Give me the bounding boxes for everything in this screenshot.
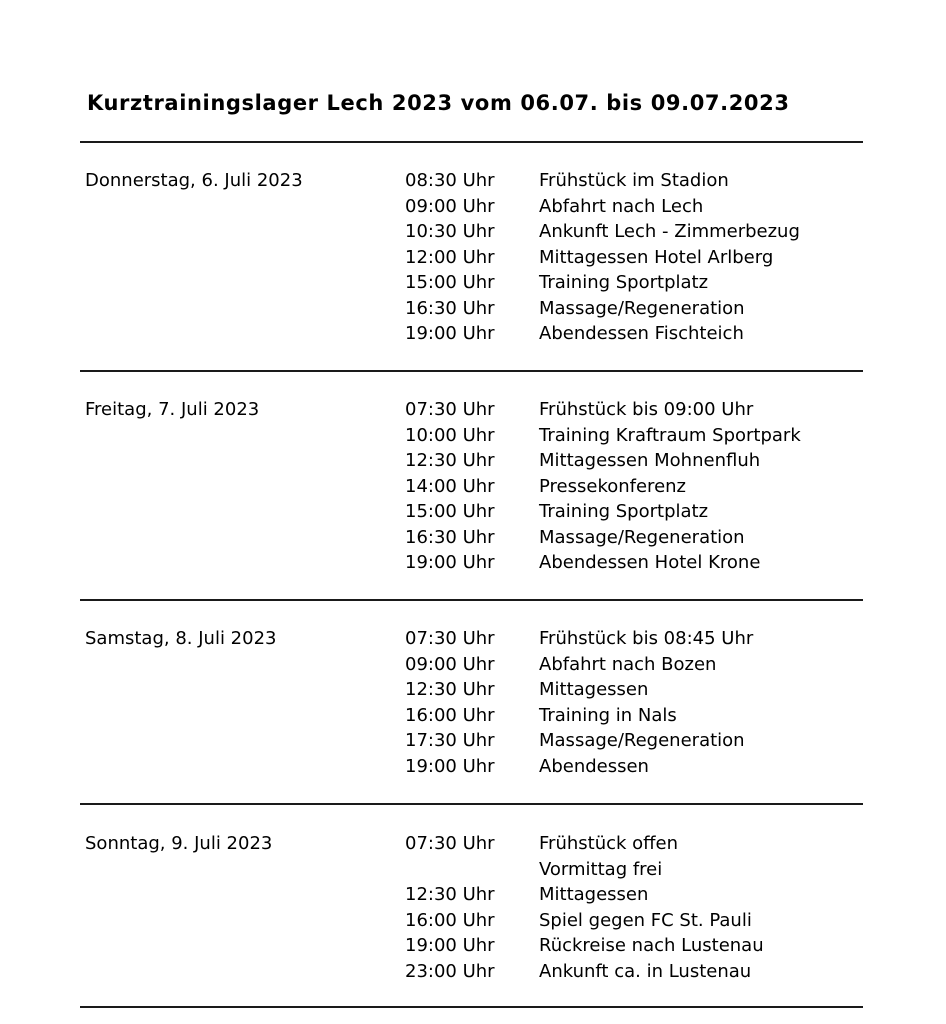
divider-line	[80, 1006, 863, 1008]
event-time: 16:00 Uhr	[405, 909, 495, 931]
event-time: 12:30 Uhr	[405, 450, 495, 471]
event-description: Abendessen Fischteich	[539, 323, 744, 344]
day-label: Freitag, 7. Juli 2023	[85, 399, 260, 420]
event-description: Abendessen Hotel Krone	[539, 552, 761, 573]
event-description: Frühstück offen	[539, 833, 679, 854]
event-description: Mittagessen	[539, 679, 649, 700]
event-description: Ankunft ca. in Lustenau	[539, 960, 752, 982]
event-list	[0, 397, 946, 576]
day-label: Donnerstag, 6. Juli 2023	[85, 170, 303, 191]
event-row	[0, 168, 946, 194]
event-row	[0, 626, 946, 652]
event-time: 19:00 Uhr	[405, 935, 495, 956]
day-label: Sonntag, 9. Juli 2023	[85, 833, 273, 854]
divider-line	[80, 599, 863, 601]
event-description: Training Sportplatz	[539, 272, 709, 293]
event-row	[0, 728, 946, 754]
event-row	[0, 219, 946, 245]
event-time: 12:30 Uhr	[405, 884, 495, 905]
event-description: Frühstück bis 09:00 Uhr	[539, 399, 754, 420]
event-row	[0, 677, 946, 703]
event-row	[0, 857, 946, 883]
event-row	[0, 525, 946, 551]
event-description: Massage/Regeneration	[539, 297, 745, 319]
event-description: Abendessen	[539, 755, 649, 777]
event-time: 15:00 Uhr	[405, 501, 495, 522]
event-row	[0, 831, 946, 857]
event-row	[0, 703, 946, 729]
event-time: 16:30 Uhr	[405, 526, 495, 548]
event-description: Spiel gegen FC St. Pauli	[539, 909, 752, 931]
event-row	[0, 321, 946, 347]
event-time: 15:00 Uhr	[405, 272, 495, 293]
event-time: 09:00 Uhr	[405, 653, 495, 675]
event-time: 23:00 Uhr	[405, 960, 495, 982]
event-description: Abfahrt nach Bozen	[539, 653, 717, 675]
event-row	[0, 270, 946, 296]
event-time: 07:30 Uhr	[405, 833, 495, 854]
event-description: Vormittag frei	[539, 858, 663, 880]
event-time: 16:00 Uhr	[405, 704, 495, 726]
event-row	[0, 194, 946, 220]
event-time: 07:30 Uhr	[405, 628, 495, 649]
event-description: Mittagessen Hotel Arlberg	[539, 246, 774, 268]
event-time: 14:00 Uhr	[405, 475, 495, 497]
event-time: 09:00 Uhr	[405, 195, 495, 217]
event-row	[0, 245, 946, 271]
event-description: Massage/Regeneration	[539, 526, 745, 548]
event-description: Pressekonferenz	[539, 475, 686, 497]
day-label: Samstag, 8. Juli 2023	[85, 628, 277, 649]
event-description: Mittagessen Mohnenfluh	[539, 450, 761, 471]
event-row	[0, 959, 946, 985]
event-time: 12:00 Uhr	[405, 246, 495, 268]
event-row	[0, 499, 946, 525]
event-row	[0, 754, 946, 780]
event-row	[0, 296, 946, 322]
event-description: Ankunft Lech - Zimmerbezug	[539, 221, 800, 242]
event-description: Training Kraftraum Sportpark	[539, 424, 801, 446]
event-row	[0, 882, 946, 908]
event-time: 16:30 Uhr	[405, 297, 495, 319]
event-time: 10:00 Uhr	[405, 424, 495, 446]
event-description: Mittagessen	[539, 884, 649, 905]
event-row	[0, 448, 946, 474]
event-row	[0, 423, 946, 449]
event-time: 10:30 Uhr	[405, 221, 495, 242]
event-description: Training Sportplatz	[539, 501, 709, 522]
event-row	[0, 474, 946, 500]
divider-line	[80, 370, 863, 372]
event-description: Abfahrt nach Lech	[539, 195, 704, 217]
event-row	[0, 397, 946, 423]
event-time: 19:00 Uhr	[405, 552, 495, 573]
divider-line	[80, 141, 863, 143]
event-row	[0, 908, 946, 934]
event-description: Massage/Regeneration	[539, 730, 745, 751]
event-description: Training in Nals	[539, 704, 677, 726]
page-title: Kurztrainingslager Lech 2023 vom 06.07. bis 09.07.2023	[87, 91, 790, 115]
event-row	[0, 652, 946, 678]
event-list	[0, 168, 946, 347]
event-row	[0, 550, 946, 576]
event-description: Frühstück im Stadion	[539, 170, 729, 191]
event-time: 12:30 Uhr	[405, 679, 495, 700]
event-description: Rückreise nach Lustenau	[539, 935, 764, 956]
event-time: 17:30 Uhr	[405, 730, 495, 751]
event-time: 08:30 Uhr	[405, 170, 495, 191]
divider-line	[80, 803, 863, 805]
event-time: 19:00 Uhr	[405, 755, 495, 777]
event-description: Frühstück bis 08:45 Uhr	[539, 628, 754, 649]
event-time: 07:30 Uhr	[405, 399, 495, 420]
event-list	[0, 626, 946, 779]
event-time: 19:00 Uhr	[405, 323, 495, 344]
event-list	[0, 831, 946, 984]
event-row	[0, 933, 946, 959]
